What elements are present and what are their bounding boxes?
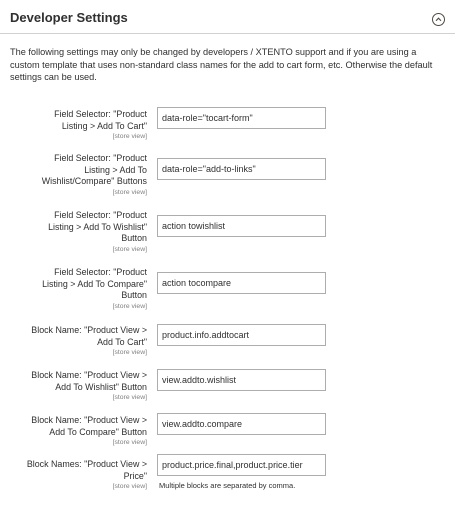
field-label-product-listing-add-to-cart [54, 109, 147, 141]
section-divider [0, 33, 455, 34]
field-label-line: Listing > Add To [84, 164, 147, 175]
section-description: The following settings may only be changed by developers / XTENTO support and if you are using a custom template that uses non-standard class names for the add to cart form, etc. Otherwise the default settings can be used. [10, 47, 433, 82]
field-label-line: Price" [123, 470, 147, 481]
scope-label: [store view] [112, 245, 147, 253]
scope-label: [store view] [112, 349, 147, 356]
scope-label: [store view] [112, 483, 147, 490]
field-label-line: Button [121, 290, 147, 300]
field-label-line: Block Name: "Product View > [31, 370, 147, 380]
field-label-product-listing-add-to-buttons [42, 153, 147, 197]
field-input-product-view-price[interactable] [157, 454, 326, 476]
field-input-product-listing-add-to-cart[interactable] [157, 107, 326, 129]
field-input-product-listing-add-to-buttons[interactable] [157, 158, 326, 180]
scope-label: [store view] [112, 133, 147, 140]
field-label-line: Field Selector: "Product [54, 153, 147, 163]
field-label-line: Listing > Add To Cart" [61, 120, 147, 131]
field-label-line: Listing > Add To Compare" [42, 278, 147, 289]
scope-label: [store view] [112, 188, 147, 196]
field-input-product-view-add-to-cart[interactable] [157, 324, 326, 346]
field-label-line: Add To Compare" Button [49, 426, 147, 437]
field-input-product-view-add-to-wishlist[interactable] [157, 369, 326, 391]
field-input-product-view-add-to-compare[interactable] [157, 413, 326, 435]
field-label-line: Block Name: "Product View > [31, 325, 147, 335]
field-label-product-listing-add-to-compare [42, 267, 147, 311]
field-input-product-listing-add-to-compare[interactable] [157, 272, 326, 294]
scope-label: [store view] [112, 439, 147, 446]
scope-label: [store view] [112, 302, 147, 310]
field-label-product-view-price [27, 459, 147, 491]
field-label-product-view-add-to-wishlist [31, 370, 147, 402]
section-header[interactable] [0, 0, 455, 36]
scope-label: [store view] [112, 394, 147, 401]
chevron-up-circle-icon[interactable] [432, 13, 445, 26]
field-label-line: Block Name: "Product View > [31, 415, 147, 425]
field-input-product-listing-add-to-wishlist[interactable] [157, 215, 326, 237]
field-label-line: Listing > Add To Wishlist" [48, 221, 147, 232]
field-label-line: Field Selector: "Product [54, 267, 147, 277]
field-label-line: Block Names: "Product View > [26, 459, 147, 469]
field-label-line: Add To Wishlist" Button [55, 381, 147, 392]
field-label-product-listing-add-to-wishlist [48, 210, 147, 254]
field-label-line: Button [121, 233, 147, 243]
field-label-product-view-add-to-cart [31, 325, 147, 357]
field-label-line: Add To Cart" [97, 336, 147, 347]
field-label-line: Wishlist/Compare" Buttons [41, 176, 147, 186]
field-label-line: Field Selector: "Product [54, 109, 147, 119]
field-label-line: Field Selector: "Product [54, 210, 147, 220]
section-title: Developer Settings [10, 10, 128, 25]
field-label-product-view-add-to-compare [31, 415, 147, 447]
field-note: Multiple blocks are separated by comma. [159, 481, 296, 490]
